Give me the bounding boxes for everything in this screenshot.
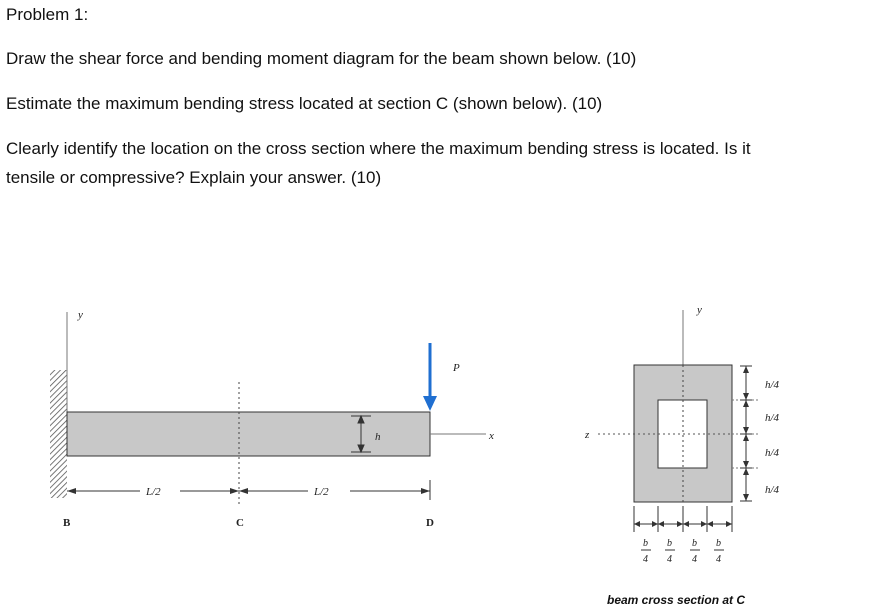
b-frac-1-den: 4 — [643, 554, 648, 565]
point-d-label: D — [426, 517, 434, 529]
width-dimension-chain — [634, 506, 732, 532]
load-arrow — [423, 343, 437, 411]
beam-y-label: y — [78, 309, 83, 321]
fixed-support-wall — [50, 370, 67, 498]
b-frac-4-num: b — [716, 538, 721, 549]
b-frac-1-num: b — [643, 538, 648, 549]
section-z-label: z — [585, 429, 590, 441]
dim-left-label: L/2 — [146, 486, 161, 498]
section-caption: beam cross section at C — [607, 593, 746, 607]
cross-section-diagram — [584, 304, 780, 607]
h-dim-4: h/4 — [765, 484, 780, 496]
height-label: h — [375, 431, 381, 443]
b-frac-2-num: b — [667, 538, 672, 549]
width-fractions — [641, 538, 724, 565]
b-frac-3-den: 4 — [692, 554, 697, 565]
b-frac-2-den: 4 — [667, 554, 672, 565]
h-dim-2: h/4 — [765, 412, 780, 424]
beam-x-label: x — [489, 430, 494, 442]
task-shear-moment: Draw the shear force and bending moment diagram for the beam shown below. (10) — [6, 49, 637, 68]
point-c-label: C — [236, 517, 244, 529]
height-dimension-chain — [740, 366, 752, 501]
task-location-line1: Clearly identify the location on the cross section where the maximum bending stress is located. Is it — [6, 139, 751, 158]
beam-diagram — [50, 309, 494, 529]
section-y-label: y — [697, 304, 702, 316]
b-frac-3-num: b — [692, 538, 697, 549]
dim-right-label: L/2 — [314, 486, 329, 498]
task-bending-stress: Estimate the maximum bending stress located at section C (shown below). (10) — [6, 94, 603, 113]
h-dim-3: h/4 — [765, 447, 780, 459]
task-location-line2: tensile or compressive? Explain your answer. (10) — [6, 168, 382, 187]
h-dim-1: h/4 — [765, 379, 780, 391]
load-label: P — [453, 362, 460, 374]
point-b-label: B — [63, 517, 71, 529]
length-dimension — [67, 480, 430, 500]
problem-title: Problem 1: — [6, 5, 89, 24]
b-frac-4-den: 4 — [716, 554, 721, 565]
